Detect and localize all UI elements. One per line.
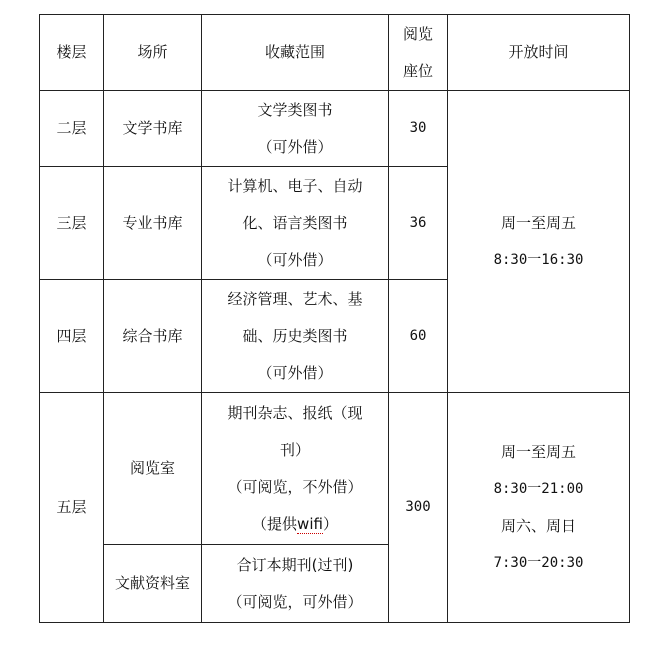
hours-cell-upper <box>448 91 630 393</box>
venue-cell: 阅览室 <box>104 393 202 545</box>
scope-line-wifi <box>202 506 388 543</box>
venue-cell: 文学书库 <box>104 91 202 167</box>
hours-line: 周一至周五 <box>500 442 576 461</box>
seats-cell: 300 <box>389 393 448 623</box>
scope-line: 刊） <box>279 440 310 459</box>
scope-line: 经济管理、艺术、基 <box>227 289 363 308</box>
hours-line: 8:30一16:30 <box>493 251 584 268</box>
seats-cell: 60 <box>389 280 448 393</box>
scope-cell <box>202 91 389 167</box>
scope-cell <box>202 280 389 393</box>
hours-line: 周一至周五 <box>500 213 576 232</box>
scope-line: 合订本期刊(过刊) <box>236 555 354 574</box>
hours-line: 周六、周日 <box>500 516 576 535</box>
venue-cell: 专业书库 <box>104 167 202 280</box>
wifi-word: wifi <box>297 514 323 533</box>
header-hours: 开放时间 <box>448 15 630 91</box>
scope-line: 计算机、电子、自动 <box>227 176 363 195</box>
table-row <box>40 393 630 545</box>
floor-cell: 五层 <box>40 393 104 623</box>
floor-cell: 三层 <box>40 167 104 280</box>
wifi-prefix: （提供 <box>252 514 298 533</box>
scope-line: （可外借） <box>257 137 333 156</box>
floor-cell: 四层 <box>40 280 104 393</box>
scope-line: 化、语言类图书 <box>242 213 348 232</box>
scope-line: （可外借） <box>257 363 333 382</box>
header-floor: 楼层 <box>40 15 104 91</box>
scope-cell <box>202 167 389 280</box>
header-seats-line1: 阅览 <box>402 24 433 43</box>
table-row <box>40 91 630 167</box>
scope-line: 文学类图书 <box>257 100 333 119</box>
scope-line: （可阅览，可外借） <box>227 592 363 611</box>
scope-line: 期刊杂志、报纸（现 <box>227 403 363 422</box>
header-seats-line2: 座位 <box>402 61 433 80</box>
venue-cell: 综合书库 <box>104 280 202 393</box>
header-seats <box>389 15 448 91</box>
hours-line: 7:30一20:30 <box>493 554 584 571</box>
header-venue: 场所 <box>104 15 202 91</box>
wifi-suffix: ） <box>322 514 338 533</box>
scope-line: （可阅览，不外借） <box>227 477 363 496</box>
seats-cell: 30 <box>389 91 448 167</box>
scope-cell <box>202 545 389 623</box>
floor-cell: 二层 <box>40 91 104 167</box>
scope-line: （可外借） <box>257 250 333 269</box>
header-row <box>40 15 630 91</box>
hours-line: 8:30一21:00 <box>493 480 584 497</box>
hours-cell-lower <box>448 393 630 623</box>
library-schedule-table <box>39 14 630 623</box>
scope-line: 础、历史类图书 <box>242 326 348 345</box>
header-scope: 收藏范围 <box>202 15 389 91</box>
seats-cell: 36 <box>389 167 448 280</box>
venue-cell: 文献资料室 <box>104 545 202 623</box>
scope-cell <box>202 393 389 545</box>
